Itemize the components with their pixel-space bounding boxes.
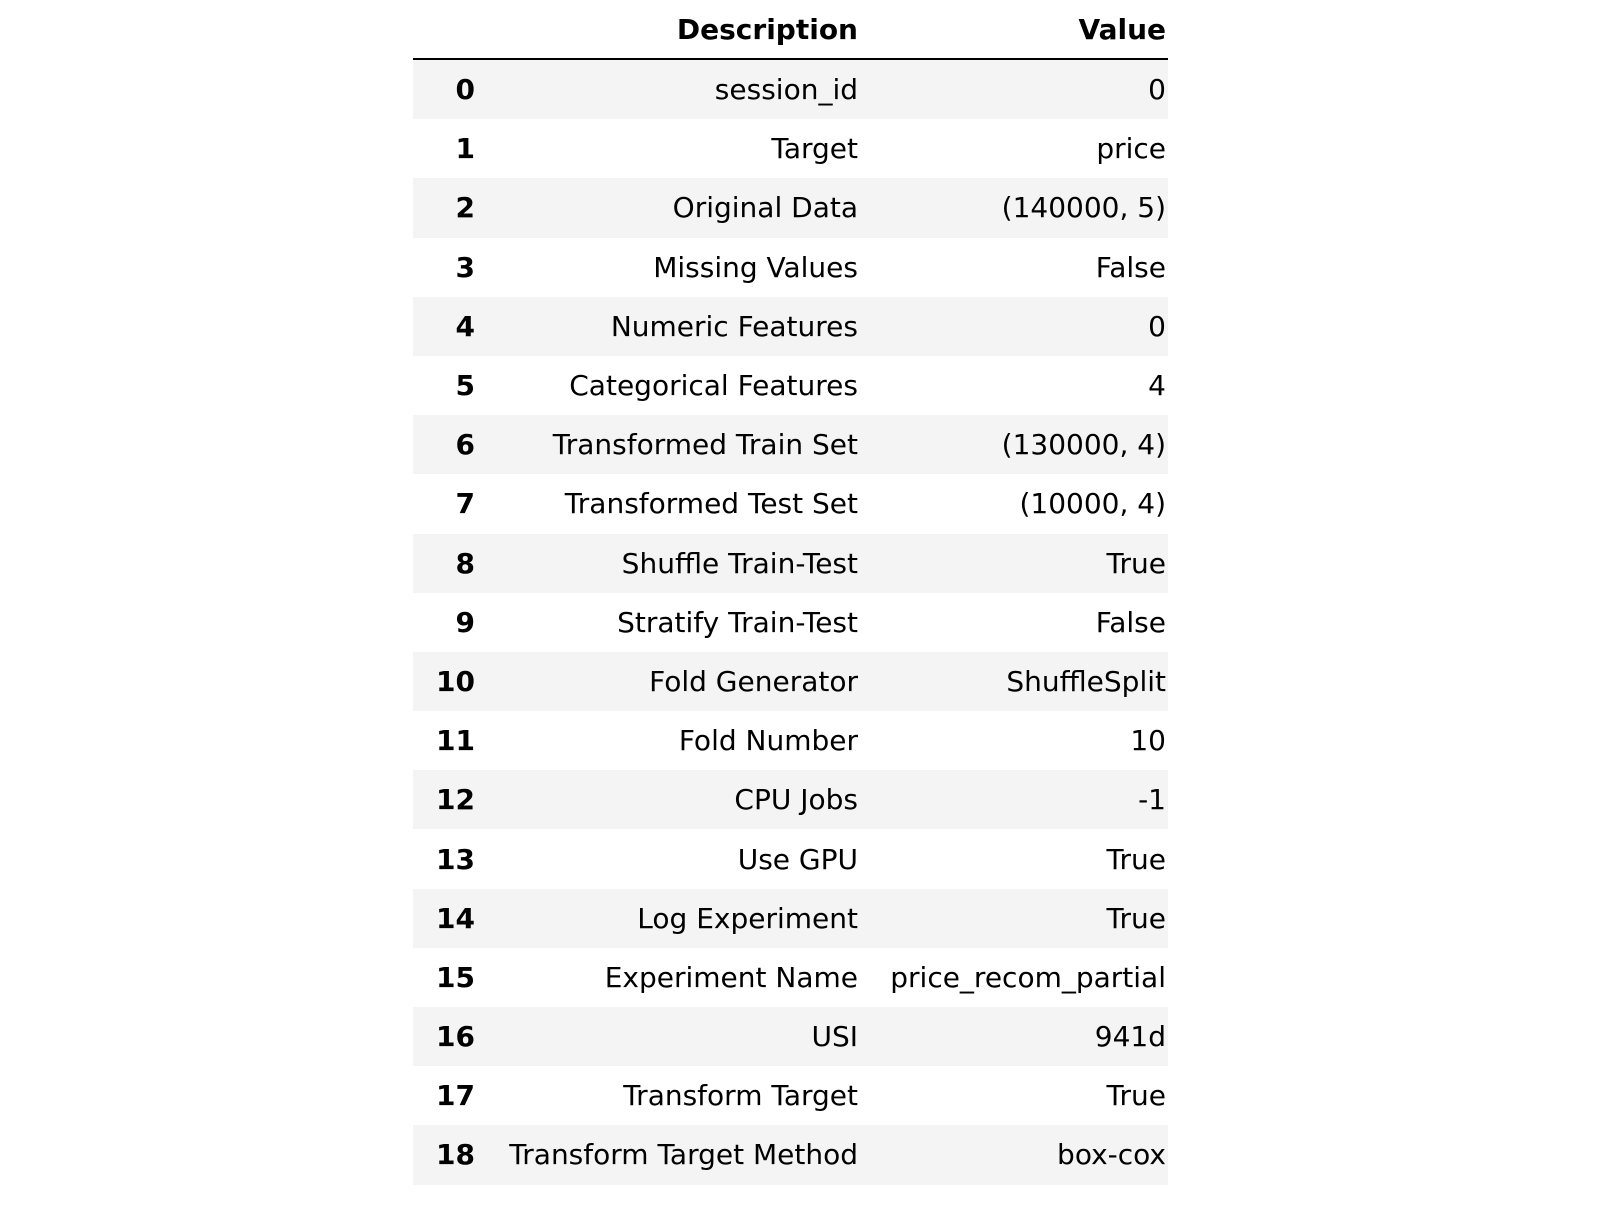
row-description: Transformed Test Set: [564, 487, 858, 521]
row-value: 4: [1148, 369, 1166, 403]
row-description: CPU Jobs: [734, 783, 858, 817]
table-row: [413, 534, 1168, 593]
row-value: 10: [1130, 724, 1166, 758]
row-description: Experiment Name: [604, 960, 858, 994]
row-index: 1: [455, 132, 475, 166]
table-row: [413, 356, 1168, 415]
row-index: 14: [436, 901, 475, 935]
header-description: Description: [477, 0, 860, 59]
row-index: 5: [455, 369, 475, 403]
row-description: Use GPU: [737, 842, 858, 876]
row-description: Transformed Train Set: [552, 428, 858, 462]
table-row: [413, 593, 1168, 652]
row-description: Transform Target Method: [509, 1138, 858, 1172]
table-row: [413, 415, 1168, 474]
row-description: Fold Generator: [649, 664, 858, 698]
row-description: Shuffle Train-Test: [621, 546, 858, 580]
table-row: [413, 948, 1168, 1007]
header-row: [413, 0, 1168, 59]
table-row: [413, 1007, 1168, 1066]
row-index: 12: [436, 783, 475, 817]
row-value: 941d: [1094, 1020, 1166, 1054]
row-value: 0: [1148, 73, 1166, 107]
row-value: (130000, 4): [1001, 428, 1166, 462]
row-value: True: [1106, 901, 1166, 935]
row-value: (140000, 5): [1001, 191, 1166, 225]
row-index: 15: [436, 960, 475, 994]
row-index: 2: [455, 191, 475, 225]
table-row: [413, 770, 1168, 829]
row-value: box-cox: [1057, 1138, 1166, 1172]
table-row: [413, 711, 1168, 770]
row-description: session_id: [714, 73, 858, 107]
row-value: price: [1096, 132, 1166, 166]
table-row: [413, 297, 1168, 356]
row-index: 18: [436, 1138, 475, 1172]
row-value: -1: [1138, 783, 1166, 817]
row-description: Log Experiment: [637, 901, 858, 935]
row-index: 0: [455, 73, 475, 107]
header-value: Value: [860, 0, 1168, 59]
row-value: 0: [1148, 309, 1166, 343]
row-description: USI: [811, 1020, 858, 1054]
table-row: [413, 1125, 1168, 1184]
table-row: [413, 652, 1168, 711]
row-index: 9: [455, 605, 475, 639]
row-index: 8: [455, 546, 475, 580]
row-value: (10000, 4): [1019, 487, 1166, 521]
table-row: [413, 829, 1168, 888]
row-value: True: [1106, 1079, 1166, 1113]
header-index: [413, 0, 477, 59]
row-description: Transform Target: [623, 1079, 858, 1113]
table-row: [413, 474, 1168, 533]
row-index: 6: [455, 428, 475, 462]
row-description: Target: [771, 132, 858, 166]
table-row: [413, 238, 1168, 297]
row-index: 17: [436, 1079, 475, 1113]
table-row: [413, 1066, 1168, 1125]
row-description: Original Data: [672, 191, 858, 225]
row-description: Fold Number: [678, 724, 858, 758]
row-description: Categorical Features: [569, 369, 858, 403]
row-value: price_recom_partial: [890, 960, 1166, 994]
table-row: [413, 889, 1168, 948]
table-row: [413, 119, 1168, 178]
row-index: 7: [455, 487, 475, 521]
row-value: ShuffleSplit: [1006, 664, 1166, 698]
row-index: 16: [436, 1020, 475, 1054]
row-index: 4: [455, 309, 475, 343]
row-index: 13: [436, 842, 475, 876]
table-row: [413, 178, 1168, 237]
row-index: 11: [436, 724, 475, 758]
setup-summary-table: [413, 0, 1168, 1185]
table-row: [413, 59, 1168, 119]
row-index: 3: [455, 250, 475, 284]
row-value: True: [1106, 842, 1166, 876]
row-description: Numeric Features: [610, 309, 858, 343]
row-description: Missing Values: [653, 250, 858, 284]
row-value: False: [1095, 250, 1166, 284]
row-description: Stratify Train-Test: [617, 605, 858, 639]
row-index: 10: [436, 664, 475, 698]
row-value: True: [1106, 546, 1166, 580]
row-value: False: [1095, 605, 1166, 639]
